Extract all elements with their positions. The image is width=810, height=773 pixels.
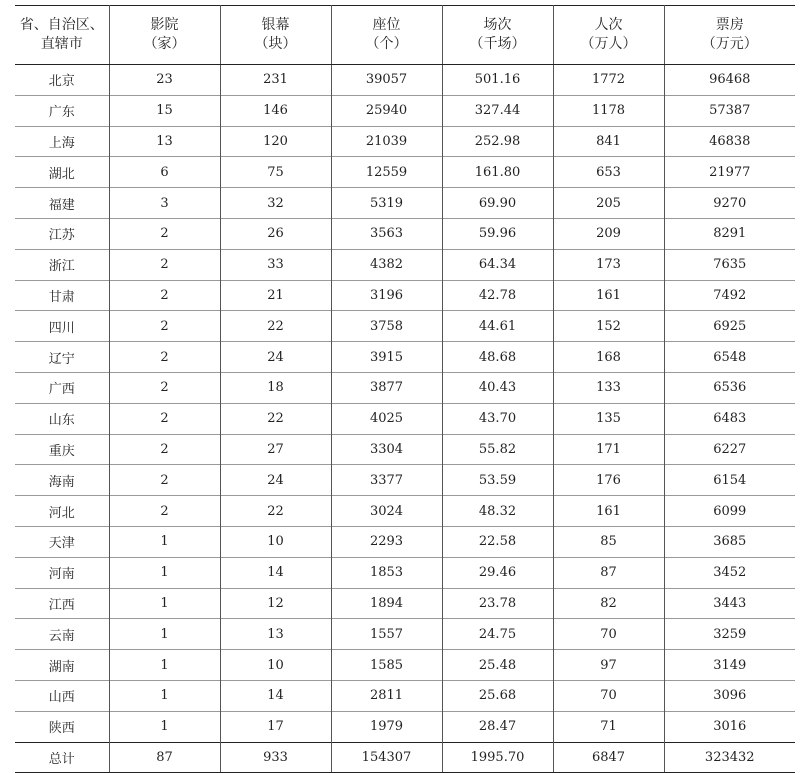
box-office-cell: 8291 (664, 218, 795, 249)
table-row (15, 619, 795, 650)
admissions-cell: 161 (553, 280, 664, 311)
admissions-cell: 70 (553, 680, 664, 711)
box-office-cell: 6099 (664, 496, 795, 527)
cinemas-cell: 1 (109, 680, 220, 711)
screens-cell: 14 (220, 557, 331, 588)
region-cell: 河北 (15, 496, 109, 527)
header-cinemas (109, 6, 220, 65)
cinema-stats-table (15, 5, 795, 773)
admissions-cell: 168 (553, 342, 664, 373)
table-row (15, 372, 795, 403)
shows-cell: 161.80 (442, 157, 553, 188)
cinemas-cell: 1 (109, 557, 220, 588)
screens-cell: 13 (220, 619, 331, 650)
shows-cell: 25.68 (442, 680, 553, 711)
table-row (15, 311, 795, 342)
seats-cell: 3304 (331, 434, 442, 465)
box-office-cell: 6154 (664, 465, 795, 496)
table-row (15, 526, 795, 557)
total-box-office-cell: 323432 (664, 742, 795, 773)
cinemas-cell: 2 (109, 342, 220, 373)
table-row (15, 588, 795, 619)
shows-cell: 28.47 (442, 711, 553, 742)
screens-cell: 14 (220, 680, 331, 711)
box-office-cell: 3685 (664, 526, 795, 557)
admissions-cell: 1772 (553, 65, 664, 96)
admissions-cell: 87 (553, 557, 664, 588)
seats-cell: 12559 (331, 157, 442, 188)
table-row (15, 434, 795, 465)
total-screens-cell: 933 (220, 742, 331, 773)
shows-cell: 53.59 (442, 465, 553, 496)
header-label-line2: （万元） (701, 36, 758, 52)
header-label-line1: 票房 (715, 17, 744, 33)
region-cell: 海南 (15, 465, 109, 496)
admissions-cell: 152 (553, 311, 664, 342)
shows-cell: 55.82 (442, 434, 553, 465)
cinemas-cell: 1 (109, 526, 220, 557)
region-cell: 上海 (15, 126, 109, 157)
cinemas-cell: 2 (109, 372, 220, 403)
table-row (15, 280, 795, 311)
seats-cell: 2293 (331, 526, 442, 557)
screens-cell: 32 (220, 188, 331, 219)
cinemas-cell: 2 (109, 465, 220, 496)
region-cell: 浙江 (15, 249, 109, 280)
region-cell: 甘肃 (15, 280, 109, 311)
header-label-line2: （万人） (580, 36, 637, 52)
box-office-cell: 6925 (664, 311, 795, 342)
cinemas-cell: 13 (109, 126, 220, 157)
seats-cell: 1894 (331, 588, 442, 619)
box-office-cell: 9270 (664, 188, 795, 219)
cinemas-cell: 1 (109, 711, 220, 742)
seats-cell: 21039 (331, 126, 442, 157)
shows-cell: 44.61 (442, 311, 553, 342)
seats-cell: 3024 (331, 496, 442, 527)
shows-cell: 327.44 (442, 95, 553, 126)
cinemas-cell: 2 (109, 403, 220, 434)
shows-cell: 43.70 (442, 403, 553, 434)
screens-cell: 21 (220, 280, 331, 311)
cinemas-cell: 2 (109, 311, 220, 342)
header-row (15, 6, 795, 65)
header-screens (220, 6, 331, 65)
total-admissions-cell: 6847 (553, 742, 664, 773)
cinemas-cell: 23 (109, 65, 220, 96)
admissions-cell: 176 (553, 465, 664, 496)
total-row (15, 742, 795, 773)
header-label-line1: 银幕 (261, 17, 290, 33)
header-label-line2: （家） (143, 36, 186, 52)
shows-cell: 22.58 (442, 526, 553, 557)
region-cell: 北京 (15, 65, 109, 96)
shows-cell: 25.48 (442, 650, 553, 681)
shows-cell: 40.43 (442, 372, 553, 403)
seats-cell: 1979 (331, 711, 442, 742)
screens-cell: 24 (220, 342, 331, 373)
header-label-line2: （个） (365, 36, 408, 52)
admissions-cell: 841 (553, 126, 664, 157)
header-label-line1: 座位 (372, 17, 401, 33)
table-row (15, 496, 795, 527)
cinemas-cell: 1 (109, 650, 220, 681)
header-box-office (664, 6, 795, 65)
total-shows-cell: 1995.70 (442, 742, 553, 773)
region-cell: 山西 (15, 680, 109, 711)
admissions-cell: 653 (553, 157, 664, 188)
box-office-cell: 6227 (664, 434, 795, 465)
table-row (15, 465, 795, 496)
box-office-cell: 21977 (664, 157, 795, 188)
cinemas-cell: 1 (109, 619, 220, 650)
header-seats (331, 6, 442, 65)
admissions-cell: 85 (553, 526, 664, 557)
region-cell: 辽宁 (15, 342, 109, 373)
seats-cell: 4382 (331, 249, 442, 280)
region-cell: 陕西 (15, 711, 109, 742)
cinemas-cell: 2 (109, 496, 220, 527)
region-cell: 河南 (15, 557, 109, 588)
shows-cell: 64.34 (442, 249, 553, 280)
shows-cell: 24.75 (442, 619, 553, 650)
header-label-line1: 省、自治区、 (19, 17, 104, 33)
seats-cell: 39057 (331, 65, 442, 96)
admissions-cell: 171 (553, 434, 664, 465)
region-cell: 湖南 (15, 650, 109, 681)
box-office-cell: 6548 (664, 342, 795, 373)
box-office-cell: 7635 (664, 249, 795, 280)
seats-cell: 4025 (331, 403, 442, 434)
screens-cell: 17 (220, 711, 331, 742)
table-row (15, 680, 795, 711)
seats-cell: 2811 (331, 680, 442, 711)
region-cell: 广东 (15, 95, 109, 126)
table-row (15, 157, 795, 188)
region-cell: 江苏 (15, 218, 109, 249)
shows-cell: 252.98 (442, 126, 553, 157)
table-row (15, 557, 795, 588)
admissions-cell: 1178 (553, 95, 664, 126)
table-row (15, 218, 795, 249)
region-cell: 云南 (15, 619, 109, 650)
cinemas-cell: 2 (109, 280, 220, 311)
header-label-line2: （千场） (469, 36, 526, 52)
admissions-cell: 97 (553, 650, 664, 681)
box-office-cell: 3016 (664, 711, 795, 742)
screens-cell: 12 (220, 588, 331, 619)
shows-cell: 48.68 (442, 342, 553, 373)
screens-cell: 33 (220, 249, 331, 280)
box-office-cell: 46838 (664, 126, 795, 157)
region-cell: 山东 (15, 403, 109, 434)
box-office-cell: 3096 (664, 680, 795, 711)
shows-cell: 501.16 (442, 65, 553, 96)
region-cell: 湖北 (15, 157, 109, 188)
screens-cell: 146 (220, 95, 331, 126)
seats-cell: 1585 (331, 650, 442, 681)
shows-cell: 42.78 (442, 280, 553, 311)
box-office-cell: 57387 (664, 95, 795, 126)
cinemas-cell: 2 (109, 218, 220, 249)
box-office-cell: 6536 (664, 372, 795, 403)
seats-cell: 5319 (331, 188, 442, 219)
shows-cell: 23.78 (442, 588, 553, 619)
seats-cell: 3196 (331, 280, 442, 311)
screens-cell: 26 (220, 218, 331, 249)
shows-cell: 48.32 (442, 496, 553, 527)
screens-cell: 24 (220, 465, 331, 496)
admissions-cell: 133 (553, 372, 664, 403)
total-region-cell: 总计 (15, 742, 109, 773)
shows-cell: 59.96 (442, 218, 553, 249)
table-row (15, 650, 795, 681)
cinemas-cell: 15 (109, 95, 220, 126)
box-office-cell: 3443 (664, 588, 795, 619)
admissions-cell: 135 (553, 403, 664, 434)
table-row (15, 342, 795, 373)
screens-cell: 22 (220, 403, 331, 434)
header-label-line2: 直辖市 (40, 36, 83, 52)
seats-cell: 3563 (331, 218, 442, 249)
shows-cell: 69.90 (442, 188, 553, 219)
table-row (15, 249, 795, 280)
region-cell: 四川 (15, 311, 109, 342)
screens-cell: 27 (220, 434, 331, 465)
region-cell: 重庆 (15, 434, 109, 465)
table-row (15, 126, 795, 157)
seats-cell: 25940 (331, 95, 442, 126)
screens-cell: 18 (220, 372, 331, 403)
table-row (15, 188, 795, 219)
table-body (15, 65, 795, 773)
total-cinemas-cell: 87 (109, 742, 220, 773)
screens-cell: 22 (220, 311, 331, 342)
admissions-cell: 209 (553, 218, 664, 249)
table-row (15, 403, 795, 434)
box-office-cell: 3259 (664, 619, 795, 650)
screens-cell: 10 (220, 650, 331, 681)
seats-cell: 3915 (331, 342, 442, 373)
header-admissions (553, 6, 664, 65)
table-row (15, 65, 795, 96)
seats-cell: 3877 (331, 372, 442, 403)
cinemas-cell: 2 (109, 249, 220, 280)
cinemas-cell: 6 (109, 157, 220, 188)
screens-cell: 10 (220, 526, 331, 557)
cinemas-cell: 1 (109, 588, 220, 619)
header-region (15, 6, 109, 65)
table-row (15, 711, 795, 742)
region-cell: 福建 (15, 188, 109, 219)
screens-cell: 231 (220, 65, 331, 96)
seats-cell: 3377 (331, 465, 442, 496)
cinemas-cell: 2 (109, 434, 220, 465)
total-seats-cell: 154307 (331, 742, 442, 773)
seats-cell: 1853 (331, 557, 442, 588)
screens-cell: 22 (220, 496, 331, 527)
shows-cell: 29.46 (442, 557, 553, 588)
header-shows (442, 6, 553, 65)
region-cell: 天津 (15, 526, 109, 557)
seats-cell: 3758 (331, 311, 442, 342)
admissions-cell: 71 (553, 711, 664, 742)
box-office-cell: 3149 (664, 650, 795, 681)
admissions-cell: 205 (553, 188, 664, 219)
box-office-cell: 7492 (664, 280, 795, 311)
table-row (15, 95, 795, 126)
region-cell: 广西 (15, 372, 109, 403)
header-label-line1: 人次 (594, 17, 623, 33)
box-office-cell: 3452 (664, 557, 795, 588)
screens-cell: 75 (220, 157, 331, 188)
box-office-cell: 96468 (664, 65, 795, 96)
header-label-line1: 场次 (483, 17, 512, 33)
header-label-line1: 影院 (150, 17, 179, 33)
header-label-line2: （块） (254, 36, 297, 52)
admissions-cell: 173 (553, 249, 664, 280)
cinemas-cell: 3 (109, 188, 220, 219)
box-office-cell: 6483 (664, 403, 795, 434)
seats-cell: 1557 (331, 619, 442, 650)
admissions-cell: 70 (553, 619, 664, 650)
region-cell: 江西 (15, 588, 109, 619)
screens-cell: 120 (220, 126, 331, 157)
admissions-cell: 161 (553, 496, 664, 527)
admissions-cell: 82 (553, 588, 664, 619)
